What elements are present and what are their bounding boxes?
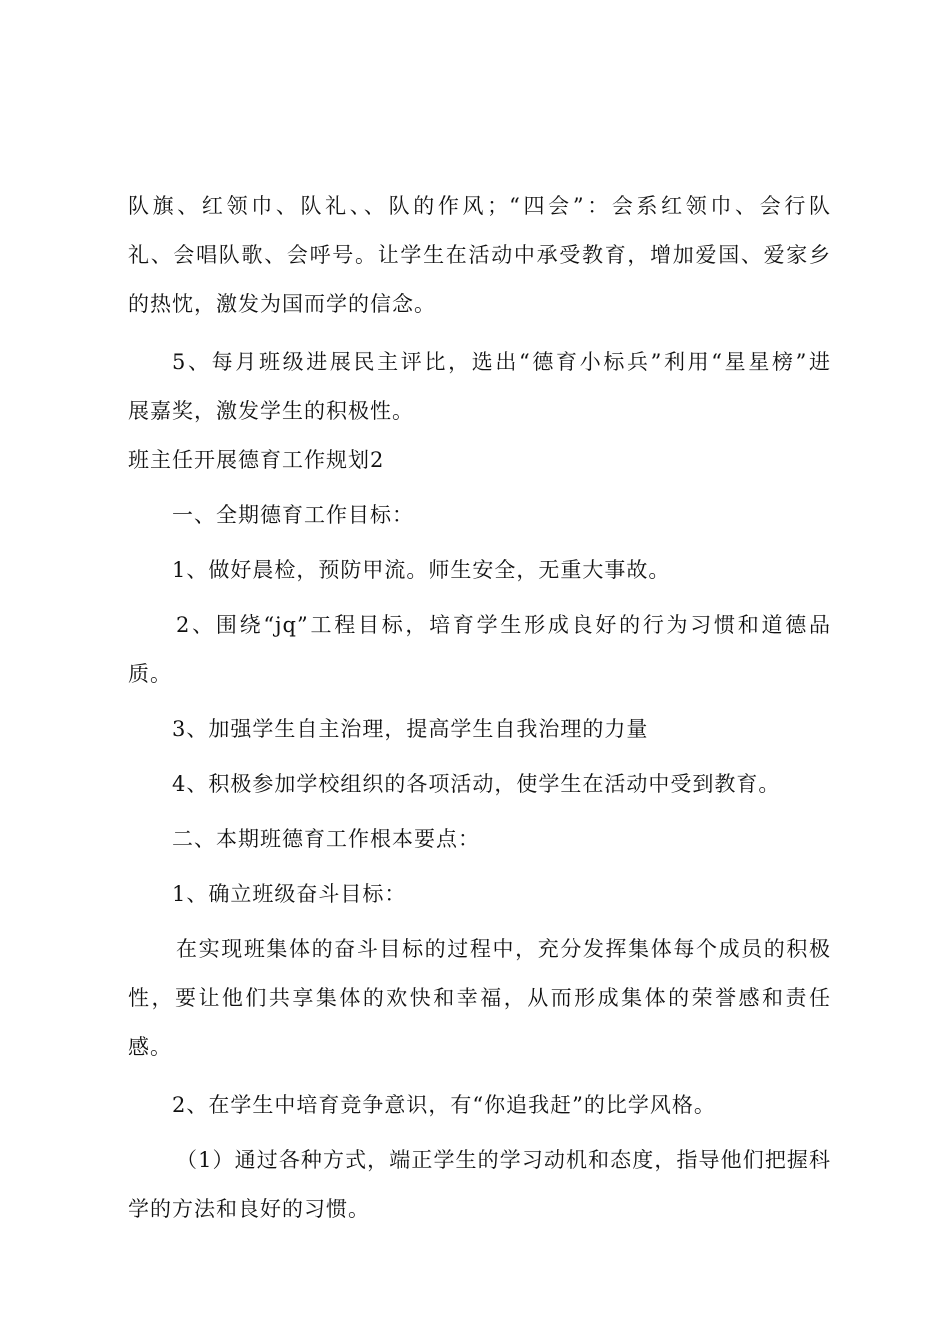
text-line: 的热忱，激发为国而学的信念。	[128, 292, 436, 316]
text-line: 1、做好晨检，预防甲流。师生安全，无重大事故。	[172, 558, 671, 582]
text-line: 学的方法和良好的习惯。	[128, 1197, 370, 1221]
paragraph-4	[128, 491, 831, 540]
text-line: 队旗、红领巾、队礼、、队的作风；“四会”：会系红领巾、会行队	[128, 194, 831, 218]
document-body	[128, 182, 831, 1234]
text-line: 1、确立班级奋斗目标：	[172, 882, 407, 906]
text-line: 4、积极参加学校组织的各项活动，使学生在活动中受到教育。	[172, 772, 781, 796]
text-line: 在实现班集体的奋斗目标的过程中，充分发挥集体每个成员的积极	[176, 937, 831, 961]
text-line: 质。	[128, 662, 172, 686]
text-line: （1）通过各种方式，端正学生的学习动机和态度，指导他们把握科	[176, 1148, 831, 1172]
paragraph-2	[128, 338, 831, 436]
paragraph-6	[128, 601, 831, 699]
text-line: 一、全期德育工作目标：	[172, 503, 414, 527]
section-heading	[128, 436, 831, 485]
paragraph-11	[128, 925, 831, 1072]
paragraph-5	[128, 546, 831, 595]
paragraph-12	[128, 1081, 831, 1130]
text-line: 二、本期班德育工作根本要点：	[172, 827, 480, 851]
paragraph-9	[128, 815, 831, 864]
text-line: 感。	[128, 1035, 172, 1059]
text-line: 2、围绕“jq”工程目标，培育学生形成良好的行为习惯和道德品	[176, 613, 831, 637]
text-line: 性，要让他们共享集体的欢快和幸福，从而形成集体的荣誉感和责任	[128, 986, 831, 1010]
paragraph-13	[128, 1136, 831, 1234]
text-line: 3、加强学生自主治理，提高学生自我治理的力量	[172, 717, 649, 741]
paragraph-10	[128, 870, 831, 919]
text-line: 2、在学生中培育竞争意识，有“你追我赶”的比学风格。	[172, 1093, 716, 1117]
text-line: 班主任开展德育工作规划2	[128, 448, 385, 472]
text-line: 5、每月班级进展民主评比，选出“德育小标兵”利用“星星榜”进	[172, 350, 831, 374]
paragraph-7	[128, 705, 831, 754]
paragraph-8	[128, 760, 831, 809]
text-line: 礼、会唱队歌、会呼号。让学生在活动中承受教育，增加爱国、爱家乡	[128, 243, 831, 267]
text-line: 展嘉奖，激发学生的积极性。	[128, 399, 414, 423]
paragraph-1	[128, 182, 831, 329]
